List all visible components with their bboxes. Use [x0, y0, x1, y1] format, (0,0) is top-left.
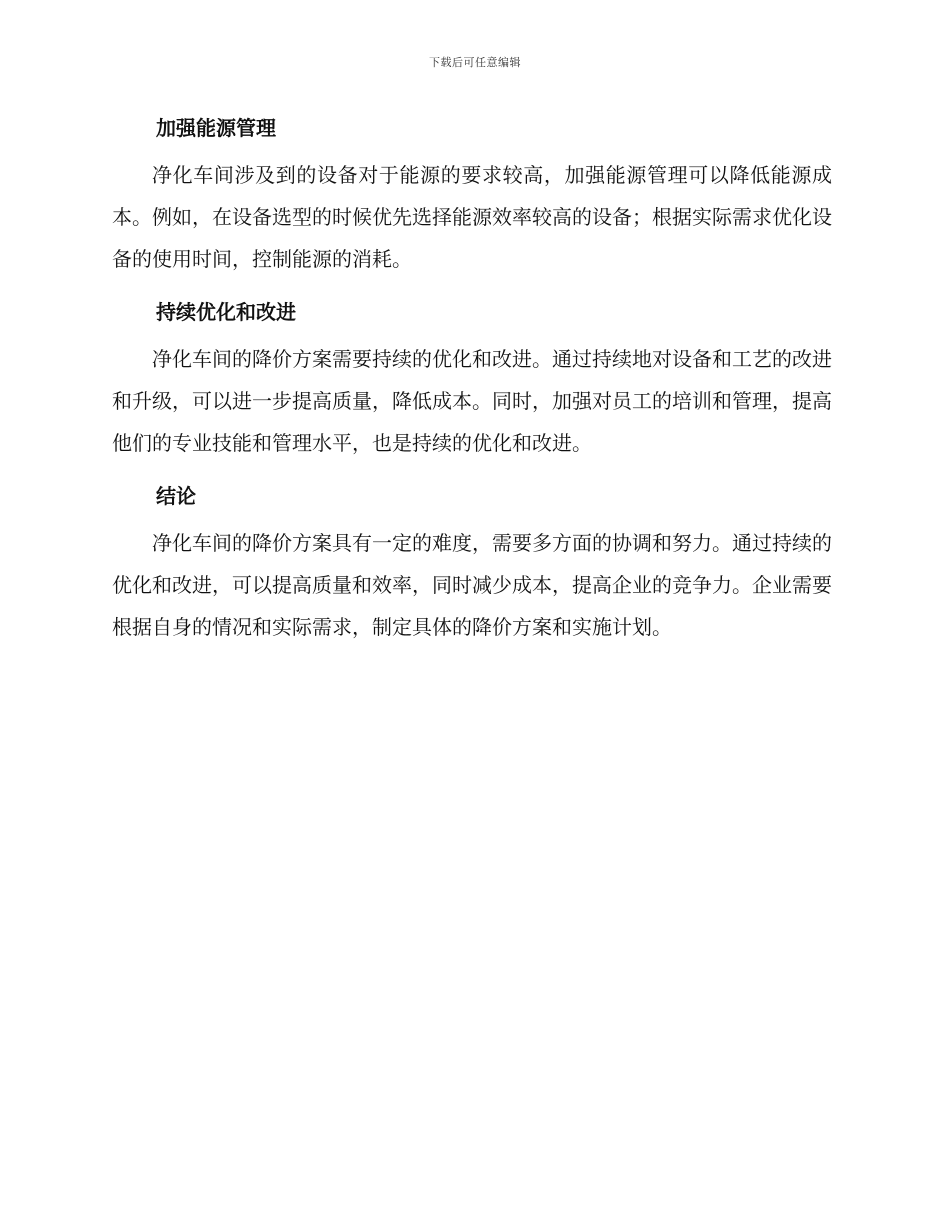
document-body	[112, 108, 832, 660]
section-heading: 结论	[156, 484, 196, 508]
section-paragraph: 净化车间涉及到的设备对于能源的要求较高，加强能源管理可以降低能源成本。例如，在设备选型的时候优先选择能源效率较高的设备；根据实际需求优化设备的使用时间，控制能源的消耗。	[112, 163, 832, 271]
section-paragraph: 净化车间的降价方案具有一定的难度，需要多方面的协调和努力。通过持续的优化和改进，可以提高质量和效率，同时减少成本，提高企业的竞争力。企业需要根据自身的情况和实际需求，制定具体的降价方案和实施计划。	[112, 531, 832, 639]
section-energy-management	[112, 108, 832, 280]
header-note: 下载后可任意编辑	[429, 56, 521, 69]
section-heading: 加强能源管理	[156, 116, 276, 140]
section-paragraph: 净化车间的降价方案需要持续的优化和改进。通过持续地对设备和工艺的改进和升级，可以进一步提高质量，降低成本。同时，加强对员工的培训和管理，提高他们的专业技能和管理水平，也是持续的优化和改进。	[112, 347, 832, 455]
section-conclusion	[112, 476, 832, 648]
section-continuous-improvement	[112, 292, 832, 464]
section-heading: 持续优化和改进	[156, 300, 296, 324]
